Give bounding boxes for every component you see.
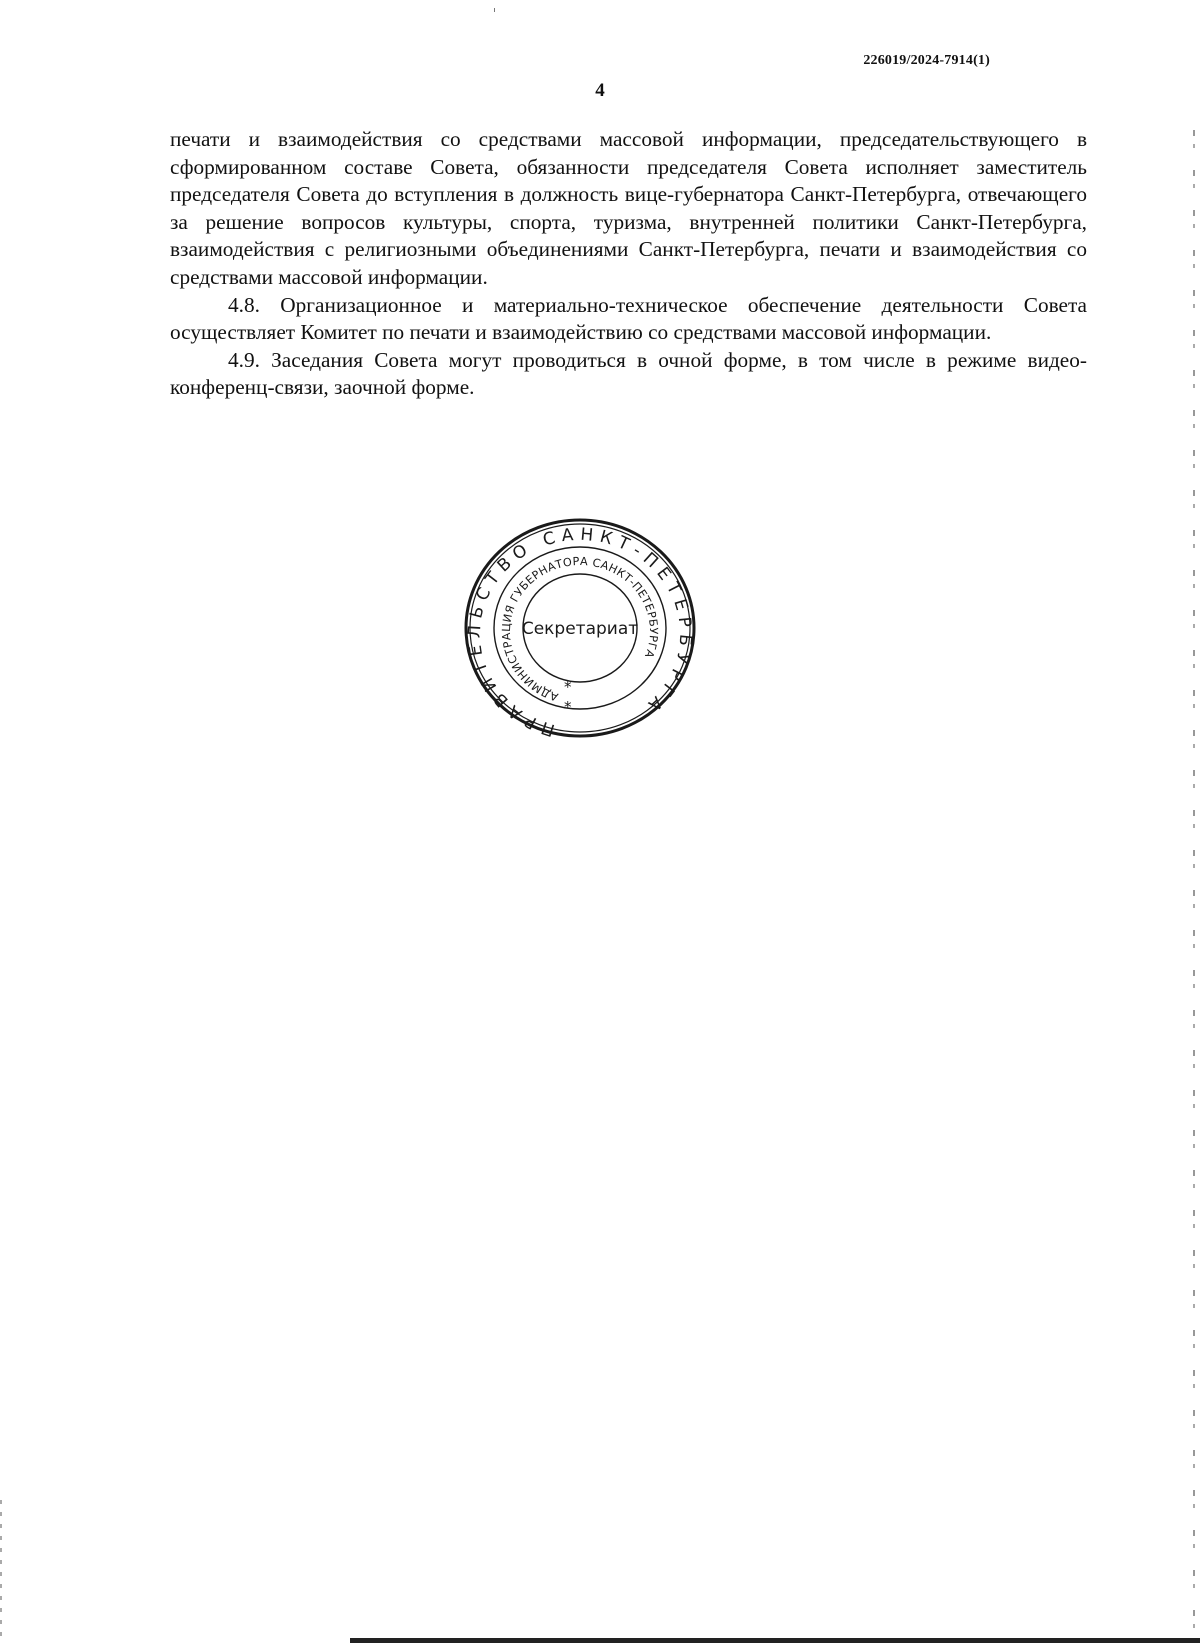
official-seal-stamp	[463, 516, 697, 740]
stamp-center-text: Секретариат	[521, 619, 639, 639]
stamp-star-left: *	[564, 678, 572, 696]
scan-edge-left	[0, 1500, 2, 1643]
document-body	[170, 126, 1087, 402]
paragraph-4-8: 4.8. Организационное и материально-техническое обеспечение деятельности Совета осуществляет Комитет по печати и взаимодействию со средствами массовой информации.	[170, 292, 1087, 345]
stamp-star-bottom: *	[564, 698, 572, 716]
stamp-outer-text: ПРАВИТЕЛЬСТВО САНКТ-ПЕТЕРБУРГА	[464, 524, 696, 740]
scan-line-bottom	[350, 1638, 1200, 1643]
stamp-inner-text: АДМИНИСТРАЦИЯ ГУБЕРНАТОРА САНКТ-ПЕТЕРБУРГА	[499, 554, 661, 704]
paragraph-continuation: печати и взаимодействия со средствами массовой информации, председательствующего в сформированном составе Совета, обязанности председателя Совета исполняет заместитель председателя Совета до вступления в должность вице-губернатора Санкт-Петербурга, отвечающего за решение вопросов культуры, спорта, туризма, внутренней политики Санкт-Петербурга, взаимодействия с религиозными объединениями Санкт-Петербурга, печати и взаимодействия со средствами массовой информации.	[170, 127, 1087, 289]
document-number: 226019/2024-7914(1)	[863, 53, 990, 68]
page-number: 4	[595, 80, 605, 101]
scan-speck	[494, 8, 495, 12]
paragraph-4-9: 4.9. Заседания Совета могут проводиться в очной форме, в том числе в режиме видео-конференц-связи, заочной форме.	[170, 347, 1087, 400]
scan-edge-right	[1193, 130, 1195, 1630]
